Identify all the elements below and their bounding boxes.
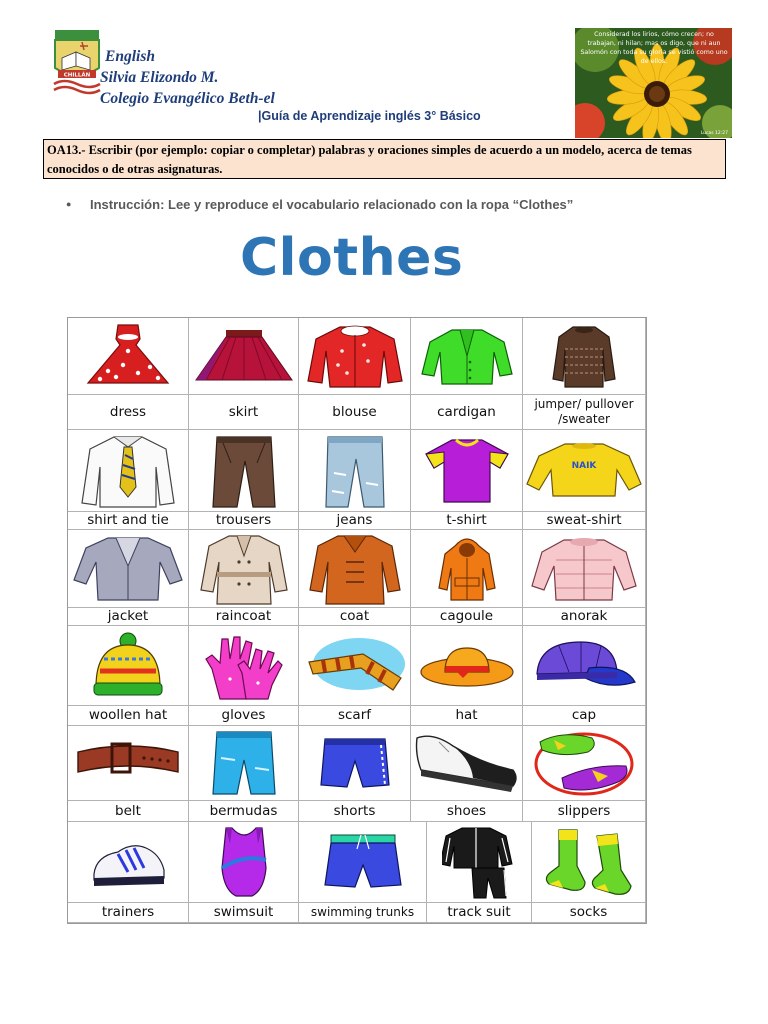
- vocab-label-trainers: trainers: [68, 903, 189, 923]
- vocab-label-cardigan: cardigan: [411, 395, 523, 430]
- scarf-icon: [303, 636, 407, 696]
- vocab-image-trousers: [189, 430, 299, 512]
- vocab-image-coat: [299, 530, 411, 608]
- t-shirt-icon: [422, 436, 512, 506]
- sweat-shirt-icon: [525, 436, 643, 506]
- vocab-image-hat: [411, 626, 523, 706]
- vocab-label-trousers: trousers: [189, 512, 299, 530]
- vocab-label-anorak: anorak: [523, 608, 646, 626]
- guide-title: |Guía de Aprendizaje inglés 3° Básico: [258, 109, 481, 123]
- shirt-and-tie-icon: [78, 433, 178, 509]
- vocab-label-woollen-hat: woollen hat: [68, 706, 189, 726]
- vocab-label-jacket: jacket: [68, 608, 189, 626]
- shorts-icon: [319, 735, 391, 791]
- objective-box: OA13.- Escribir (por ejemplo: copiar o completar) palabras y oraciones simples de acuerdo a un modelo, acerca de temas conocidos o de otras asignaturas.: [43, 139, 726, 179]
- vocab-image-shorts: [299, 726, 411, 801]
- vocab-image-sweat-shirt: [523, 430, 646, 512]
- vocab-label-skirt: skirt: [189, 395, 299, 430]
- vocab-label-t-shirt: t-shirt: [411, 512, 523, 530]
- vocab-image-jacket: [68, 530, 189, 608]
- vocab-label-scarf: scarf: [299, 706, 411, 726]
- header-text: [100, 46, 275, 109]
- coat-icon: [308, 532, 402, 606]
- vocab-image-shoes: [411, 726, 523, 801]
- vocab-image-scarf: [299, 626, 411, 706]
- vocab-label-slippers: slippers: [523, 801, 646, 822]
- subject-label: English: [105, 48, 155, 65]
- vocab-image-anorak: [523, 530, 646, 608]
- teacher-name: Silvia Elizondo M.: [100, 69, 219, 86]
- vocab-image-dress: [68, 318, 189, 395]
- vocab-label-hat: hat: [411, 706, 523, 726]
- bullet-icon: ●: [66, 199, 72, 209]
- vocabulary-grid: [67, 317, 647, 924]
- raincoat-icon: [199, 532, 289, 606]
- vocab-image-trainers: [68, 822, 189, 903]
- shoes-icon: [413, 730, 521, 796]
- swimming-trunks-icon: [323, 831, 403, 893]
- jacket-icon: [72, 534, 184, 604]
- vocab-image-swimming-trunks: [299, 822, 427, 903]
- track-suit-icon: [442, 824, 516, 900]
- gloves-icon: [202, 629, 286, 703]
- trainers-icon: [88, 834, 168, 890]
- flower-verse-image: [575, 28, 732, 138]
- vocab-label-swimsuit: swimsuit: [189, 903, 299, 923]
- vocab-image-blouse: [299, 318, 411, 395]
- verse-text: Considerad los lirios, cómo crecen; no trabajan, ni hilan; mas os digo, que ni aun Salomón con toda su gloria se vistió como uno de ellos.: [580, 31, 728, 65]
- vocab-image-cagoule: [411, 530, 523, 608]
- vocab-image-raincoat: [189, 530, 299, 608]
- vocab-image-shirt-and-tie: [68, 430, 189, 512]
- vocab-label-coat: coat: [299, 608, 411, 626]
- vocab-label-gloves: gloves: [189, 706, 299, 726]
- vocab-label-jeans: jeans: [299, 512, 411, 530]
- vocab-image-jeans: [299, 430, 411, 512]
- vocab-label-cagoule: cagoule: [411, 608, 523, 626]
- vocab-image-socks: [532, 822, 646, 903]
- vocab-label-sweat-shirt: sweat-shirt: [523, 512, 646, 530]
- vocab-label-jumper: jumper/ pullover /sweater: [523, 395, 646, 430]
- vocab-image-gloves: [189, 626, 299, 706]
- instruction-text: Instrucción: Lee y reproduce el vocabulario relacionado con la ropa “Clothes”: [90, 197, 574, 212]
- vocab-label-shorts: shorts: [299, 801, 411, 822]
- hat-icon: [417, 642, 517, 690]
- vocab-label-shoes: shoes: [411, 801, 523, 822]
- bermudas-icon: [211, 728, 277, 798]
- cap-icon: [529, 638, 639, 694]
- slippers-icon: [532, 728, 636, 798]
- trousers-icon: [209, 433, 279, 509]
- vocab-label-raincoat: raincoat: [189, 608, 299, 626]
- swimsuit-icon: [212, 824, 276, 900]
- vocab-label-blouse: blouse: [299, 395, 411, 430]
- jumper-icon: [549, 321, 619, 391]
- vocab-label-bermudas: bermudas: [189, 801, 299, 822]
- vocab-image-jumper: [523, 318, 646, 395]
- instruction-line: [66, 197, 573, 212]
- woollen-hat-icon: [90, 631, 166, 701]
- cagoule-icon: [437, 532, 497, 606]
- school-name: Colegio Evangélico Beth-el: [100, 90, 275, 107]
- vocab-image-slippers: [523, 726, 646, 801]
- socks-icon: [541, 826, 637, 898]
- logo-text: CHILLÁN: [63, 72, 91, 79]
- vocab-label-dress: dress: [68, 395, 189, 430]
- cardigan-icon: [420, 326, 514, 386]
- vocab-label-belt: belt: [68, 801, 189, 822]
- school-logo: [52, 28, 102, 96]
- vocab-image-cardigan: [411, 318, 523, 395]
- skirt-icon: [192, 326, 296, 386]
- page-title: Clothes: [240, 228, 464, 288]
- vocab-label-swimming-trunks: swimming trunks: [299, 903, 427, 923]
- vocab-image-t-shirt: [411, 430, 523, 512]
- vocab-image-bermudas: [189, 726, 299, 801]
- verse-reference: Lucas 12:27: [700, 131, 728, 136]
- blouse-icon: [302, 321, 408, 391]
- vocab-label-cap: cap: [523, 706, 646, 726]
- sweat-shirt-print: NAIK: [571, 460, 597, 471]
- vocab-label-shirt-and-tie: shirt and tie: [68, 512, 189, 530]
- vocab-image-woollen-hat: [68, 626, 189, 706]
- vocab-image-track-suit: [427, 822, 532, 903]
- belt-icon: [72, 738, 184, 788]
- vocab-label-track-suit: track suit: [427, 903, 532, 923]
- jeans-icon: [320, 433, 390, 509]
- vocab-image-swimsuit: [189, 822, 299, 903]
- vocab-label-socks: socks: [532, 903, 646, 923]
- vocab-image-belt: [68, 726, 189, 801]
- anorak-icon: [530, 534, 638, 604]
- vocab-image-cap: [523, 626, 646, 706]
- dress-icon: [78, 321, 178, 391]
- vocab-image-skirt: [189, 318, 299, 395]
